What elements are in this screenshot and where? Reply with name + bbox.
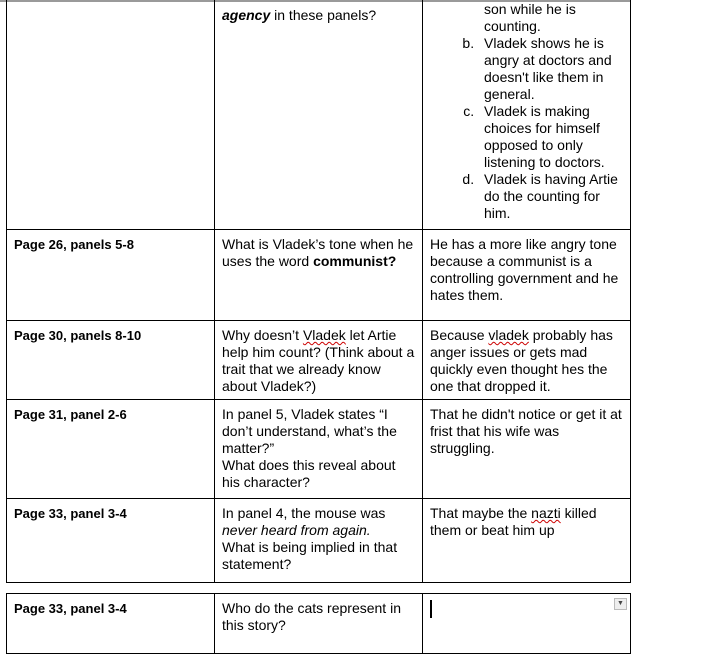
spellcheck-word[interactable]: vladek: [488, 327, 529, 343]
question-text: agency in these panels?: [222, 7, 377, 23]
question-cell[interactable]: [215, 0, 423, 230]
answer-cell[interactable]: [423, 594, 631, 654]
page-cell[interactable]: Page 33, panel 3-4: [7, 499, 215, 583]
table-row: [7, 499, 631, 583]
list-item: d. Vladek is having Artie do the counting for him.: [478, 171, 624, 222]
list-item: b. Vladek shows he is angry at doctors and doesn't like them in general.: [478, 35, 624, 103]
question-cell[interactable]: [215, 230, 423, 321]
question-italic-text: never heard from again.: [222, 522, 371, 538]
question-text: In panel 4, the mouse was: [222, 505, 386, 521]
table-row: [7, 594, 631, 654]
question-cell[interactable]: [215, 499, 423, 583]
answer-cell[interactable]: That he didn't notice or get it at frist that his wife was struggling.: [423, 400, 631, 499]
answer-text: That maybe the: [430, 505, 532, 521]
question-text: What is Vladek’s tone when he uses the word: [222, 236, 414, 269]
answer-cell[interactable]: [423, 0, 631, 230]
answer-cell[interactable]: [423, 499, 631, 583]
answer-text: Because: [430, 327, 489, 343]
question-cell[interactable]: Who do the cats represent in this story?: [215, 594, 423, 654]
answer-continued: son while he is counting.: [484, 1, 576, 34]
page-cell[interactable]: Page 26, panels 5-8: [7, 230, 215, 321]
question-text: What is being implied in that statement?: [222, 539, 398, 572]
answer-text: probably has anger issues or gets mad quickly even thought hes the one that dropped it.: [430, 327, 613, 394]
question-text: In panel 5, Vladek states “I don’t understand, what’s the matter?”: [222, 406, 397, 456]
answer-cell[interactable]: [423, 321, 631, 400]
question-text: let Artie help him count? (Think about a trait that we already know about Vladek?): [222, 327, 415, 394]
question-text: Why doesn’t: [222, 327, 303, 343]
question-table-2: [6, 593, 631, 654]
page-cell[interactable]: Page 31, panel 2-6: [7, 400, 215, 499]
page-cell[interactable]: [7, 0, 215, 230]
answer-cell[interactable]: He has a more like angry tone because a communist is a controlling government and he hates them.: [423, 230, 631, 321]
question-cell[interactable]: [215, 400, 423, 499]
page-cell[interactable]: Page 33, panel 3-4: [7, 594, 215, 654]
table-row: [7, 321, 631, 400]
answer-text: killed them or beat him up: [430, 505, 597, 538]
spellcheck-word[interactable]: Vladek: [302, 327, 346, 343]
spellcheck-word[interactable]: nazti: [531, 505, 561, 521]
question-text: What does this reveal about his character?: [222, 457, 396, 490]
table-row: [7, 0, 631, 230]
question-table: [6, 0, 631, 583]
dropdown-arrow-icon[interactable]: ▼: [614, 598, 627, 610]
list-item: c. Vladek is making choices for himself opposed to only listening to doctors.: [478, 103, 624, 171]
question-bold-text: communist?: [313, 253, 397, 269]
page-cell[interactable]: Page 30, panels 8-10: [7, 321, 215, 400]
question-cell[interactable]: [215, 321, 423, 400]
table-row: [7, 230, 631, 321]
answer-list: [430, 35, 624, 222]
table-row: [7, 400, 631, 499]
text-cursor: [430, 600, 432, 618]
